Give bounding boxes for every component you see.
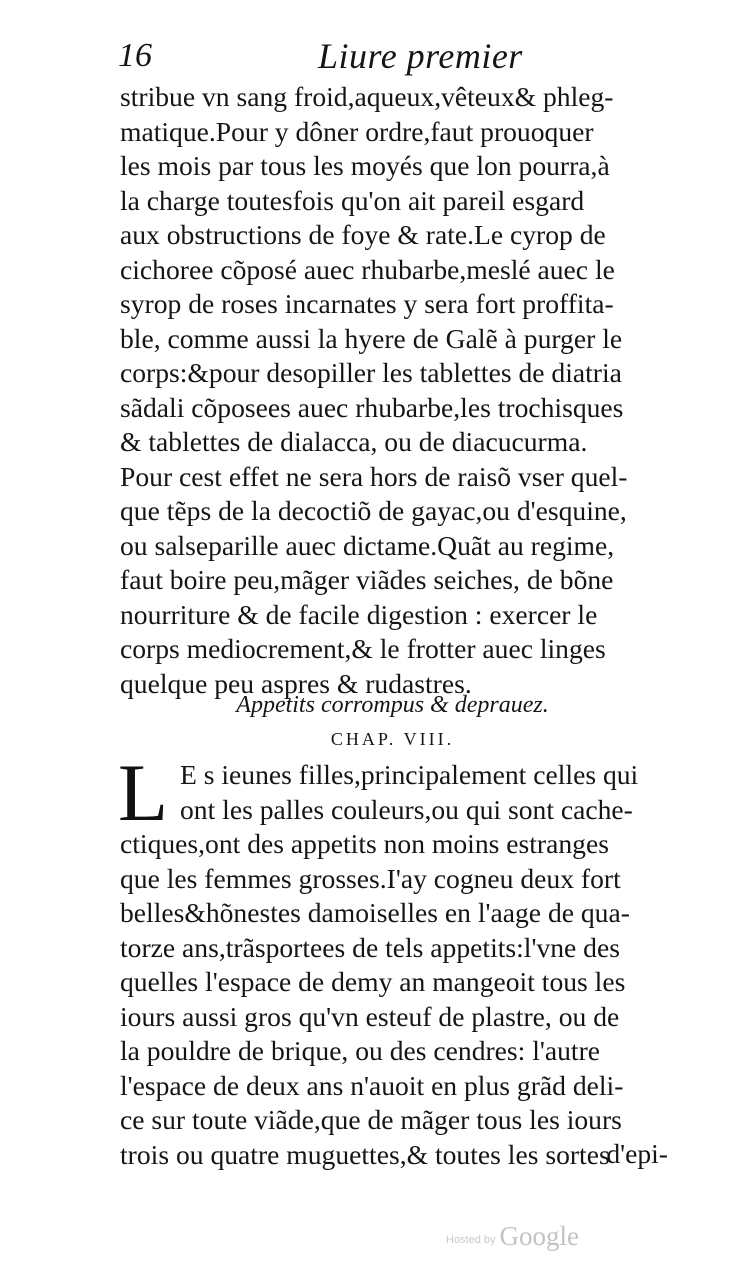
watermark-hosted-by: Hosted by xyxy=(446,1234,496,1246)
text-line: syrop de roses incarnates y sera fort proffita- xyxy=(120,288,614,319)
text-line: trois ou quatre muguettes,& toutes les sortes xyxy=(120,1138,610,1170)
text-line: la charge toutesfois qu'on ait pareil esgard xyxy=(120,184,585,216)
text-line: que tẽps de la decoctiõ de gayac,ou d'esquine, xyxy=(120,495,627,526)
section-subtitle: Appetits corrompus & deprauez. xyxy=(236,692,549,718)
text-line: que les femmes grosses.I'ay cogneu deux fort xyxy=(120,862,621,894)
drop-cap-initial: L xyxy=(118,747,169,838)
text-line: sãdali cõposees auec rhubarbe,les trochisques xyxy=(120,391,624,423)
chapter-heading: CHAP. VIII. xyxy=(330,729,455,749)
text-line: les mois par tous les moyés que lon pourra,à xyxy=(120,150,610,181)
text-line: ou salseparille auec dictame.Quãt au regime, xyxy=(120,529,615,561)
text-line: l'espace de deux ans n'auoit en plus grãd deli- xyxy=(120,1069,624,1101)
text-line: belles&hõnestes damoiselles en l'aage de qua- xyxy=(120,897,630,928)
text-line: corps mediocrement,& le frotter auec linges xyxy=(120,633,606,664)
text-line: Pour cest effet ne sera hors de raisõ vser quel- xyxy=(120,460,628,492)
text-line: & tablettes de dialacca, ou de diacucurma. xyxy=(120,426,588,457)
google-logo: Google xyxy=(499,1221,580,1251)
text-line: quelles l'espace de demy an mangeoit tous les xyxy=(120,966,626,997)
text-line: torze ans,trãsportees de tels appetits:l'vne des xyxy=(120,931,620,963)
text-line: corps:&pour desopiller les tablettes de diatria xyxy=(120,357,622,388)
text-line: quelque peu aspres & rudastres. xyxy=(120,667,472,699)
text-line: ont les palles couleurs,ou qui sont cache- xyxy=(180,793,633,825)
google-watermark xyxy=(446,1216,579,1252)
text-line: ctiques,ont des appetits non moins estranges xyxy=(120,828,609,859)
page-header xyxy=(118,34,678,78)
text-line: faut boire peu,mãger viãdes seiches, de bõne xyxy=(120,564,614,595)
text-line: matique.Pour y dôner ordre,faut prouoquer xyxy=(120,115,594,147)
text-line: ble, comme aussi la hyere de Galẽ à purger le xyxy=(120,322,623,354)
running-head: Liure premier xyxy=(318,36,523,76)
text-line: nourriture & de facile digestion : exercer le xyxy=(120,598,598,630)
text-line: ce sur toute viãde,que de mãger tous les iours xyxy=(120,1104,622,1135)
paragraph-continued xyxy=(120,80,665,701)
text-line: stribue vn sang froid,aqueux,vêteux& phleg- xyxy=(120,81,614,112)
text-line: iours aussi gros qu'vn esteuf de plastre, ou de xyxy=(120,1000,620,1032)
catchword: d'epi- xyxy=(606,1138,668,1169)
text-line: E s ieunes filles,principalement celles qui xyxy=(180,759,639,790)
chapter-paragraph xyxy=(118,747,665,1172)
text-line: la pouldre de brique, ou des cendres: l'autre xyxy=(120,1035,601,1066)
text-line: cichoree cõposé auec rhubarbe,meslé auec le xyxy=(120,253,615,285)
page-number: 16 xyxy=(118,37,152,74)
text-line: aux obstructions de foye & rate.Le cyrop de xyxy=(120,219,606,250)
